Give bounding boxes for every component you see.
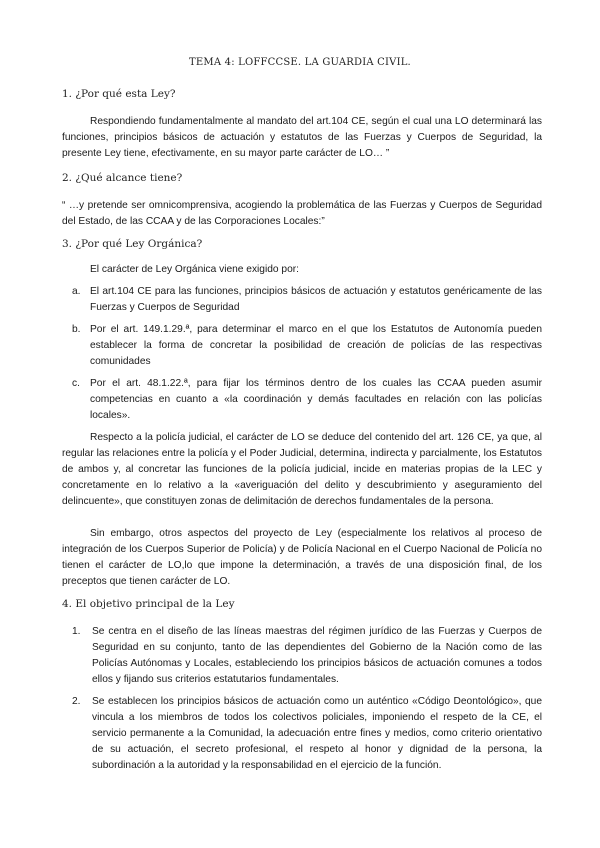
list-item <box>72 322 542 370</box>
section-3-intro: El carácter de Ley Orgánica viene exigido por: <box>90 264 299 275</box>
section-heading-4: 4. El objetivo principal de la Ley <box>62 598 235 610</box>
section-1-paragraph: Respondiendo fundamentalmente al mandato del art.104 CE, según el cual una LO determinará las funciones, principios básicos de actuación y estatutos de las Fuerzas y Cuerpos de Seguridad, la presente Ley tiene, efectivamente, en su mayor parte carácter de LO… ” <box>62 116 542 159</box>
section-heading-3: 3. ¿Por qué Ley Orgánica? <box>62 238 203 250</box>
section-heading-2: 2. ¿Qué alcance tiene? <box>62 172 183 184</box>
list-item-text: El art.104 CE para las funciones, principios básicos de actuación y estatutos genéricamente de las Fuerzas y Cuerpos de Seguridad <box>90 286 542 313</box>
list-item <box>72 694 542 774</box>
list-marker: 1. <box>72 626 81 637</box>
list-item <box>72 376 542 424</box>
section-3-paragraph-exceptions: Sin embargo, otros aspectos del proyecto de Ley (especialmente los relativos al proceso de integración de los Cuerpos Superior de Policía) y de Policía Nacional en el Cuerpo Nacional de Policía no tienen el carácter de LO,lo que impone la determinación, a través de una disposición final, de los preceptos que tienen carácter de LO. <box>62 528 542 587</box>
list-item-text: Por el art. 48.1.22.ª, para fijar los términos dentro de los cuales las CCAA pueden asumir competencias en cuanto a «la coordinación y demás facultades en relación con las policías locales». <box>90 378 542 421</box>
section-heading-1: 1. ¿Por qué esta Ley? <box>62 88 176 100</box>
list-item-text: Se establecen los principios básicos de actuación como un auténtico «Código Deontológico», que vincula a los miembros de todos los colectivos policiales, imponiendo el respeto de la CE, el servicio permanente a la Comunidad, la adecuación entre fines y medios, como criterio orientativo de su actuación, el secreto profesional, el respeto al honor y dignidad de la persona, la subordinación a la autoridad y la responsabilidad en el ejercicio de la función. <box>92 696 542 771</box>
list-item-text: Por el art. 149.1.29.ª, para determinar el marco en el que los Estatutos de Autonomía pueden establecer la forma de concretar la posibilidad de creación de policías de las respectivas comunidades <box>90 324 542 367</box>
list-marker: a. <box>72 286 81 297</box>
section-3-paragraph-judicial: Respecto a la policía judicial, el carácter de LO se deduce del contenido del art. 126 CE, ya que, al regular las relaciones entre la policía y el Poder Judicial, determina, indirecta y parcialmente, los Estatutos de ambos y, al concretar las funciones de la policía judicial, incide en materias propias de la LEC y concretamente en lo relativo a la «averiguación del delito y descubrimiento y aseguramiento del delincuente», que constituyen zonas de delimitación de derechos fundamentales de la persona. <box>62 432 542 507</box>
list-marker: c. <box>72 378 80 389</box>
list-item <box>72 624 542 688</box>
list-item <box>72 284 542 316</box>
list-marker: 2. <box>72 696 81 707</box>
list-item-text: Se centra en el diseño de las líneas maestras del régimen jurídico de las Fuerzas y Cuerpos de Seguridad en su conjunto, tanto de las dependientes del Gobierno de la Nación como de las Policías Autónomas y Locales, estableciendo los principios básicos de actuación comunes a todos ellos y fijando sus criterios estatutarios fundamentales. <box>92 626 542 685</box>
page-title: TEMA 4: LOFFCCSE. LA GUARDIA CIVIL. <box>189 57 411 68</box>
list-marker: b. <box>72 324 81 335</box>
section-2-paragraph: “ …y pretende ser omnicomprensiva, acogiendo la problemática de las Fuerzas y Cuerpos de Seguridad del Estado, de las CCAA y de las Corporaciones Locales:” <box>62 200 542 227</box>
